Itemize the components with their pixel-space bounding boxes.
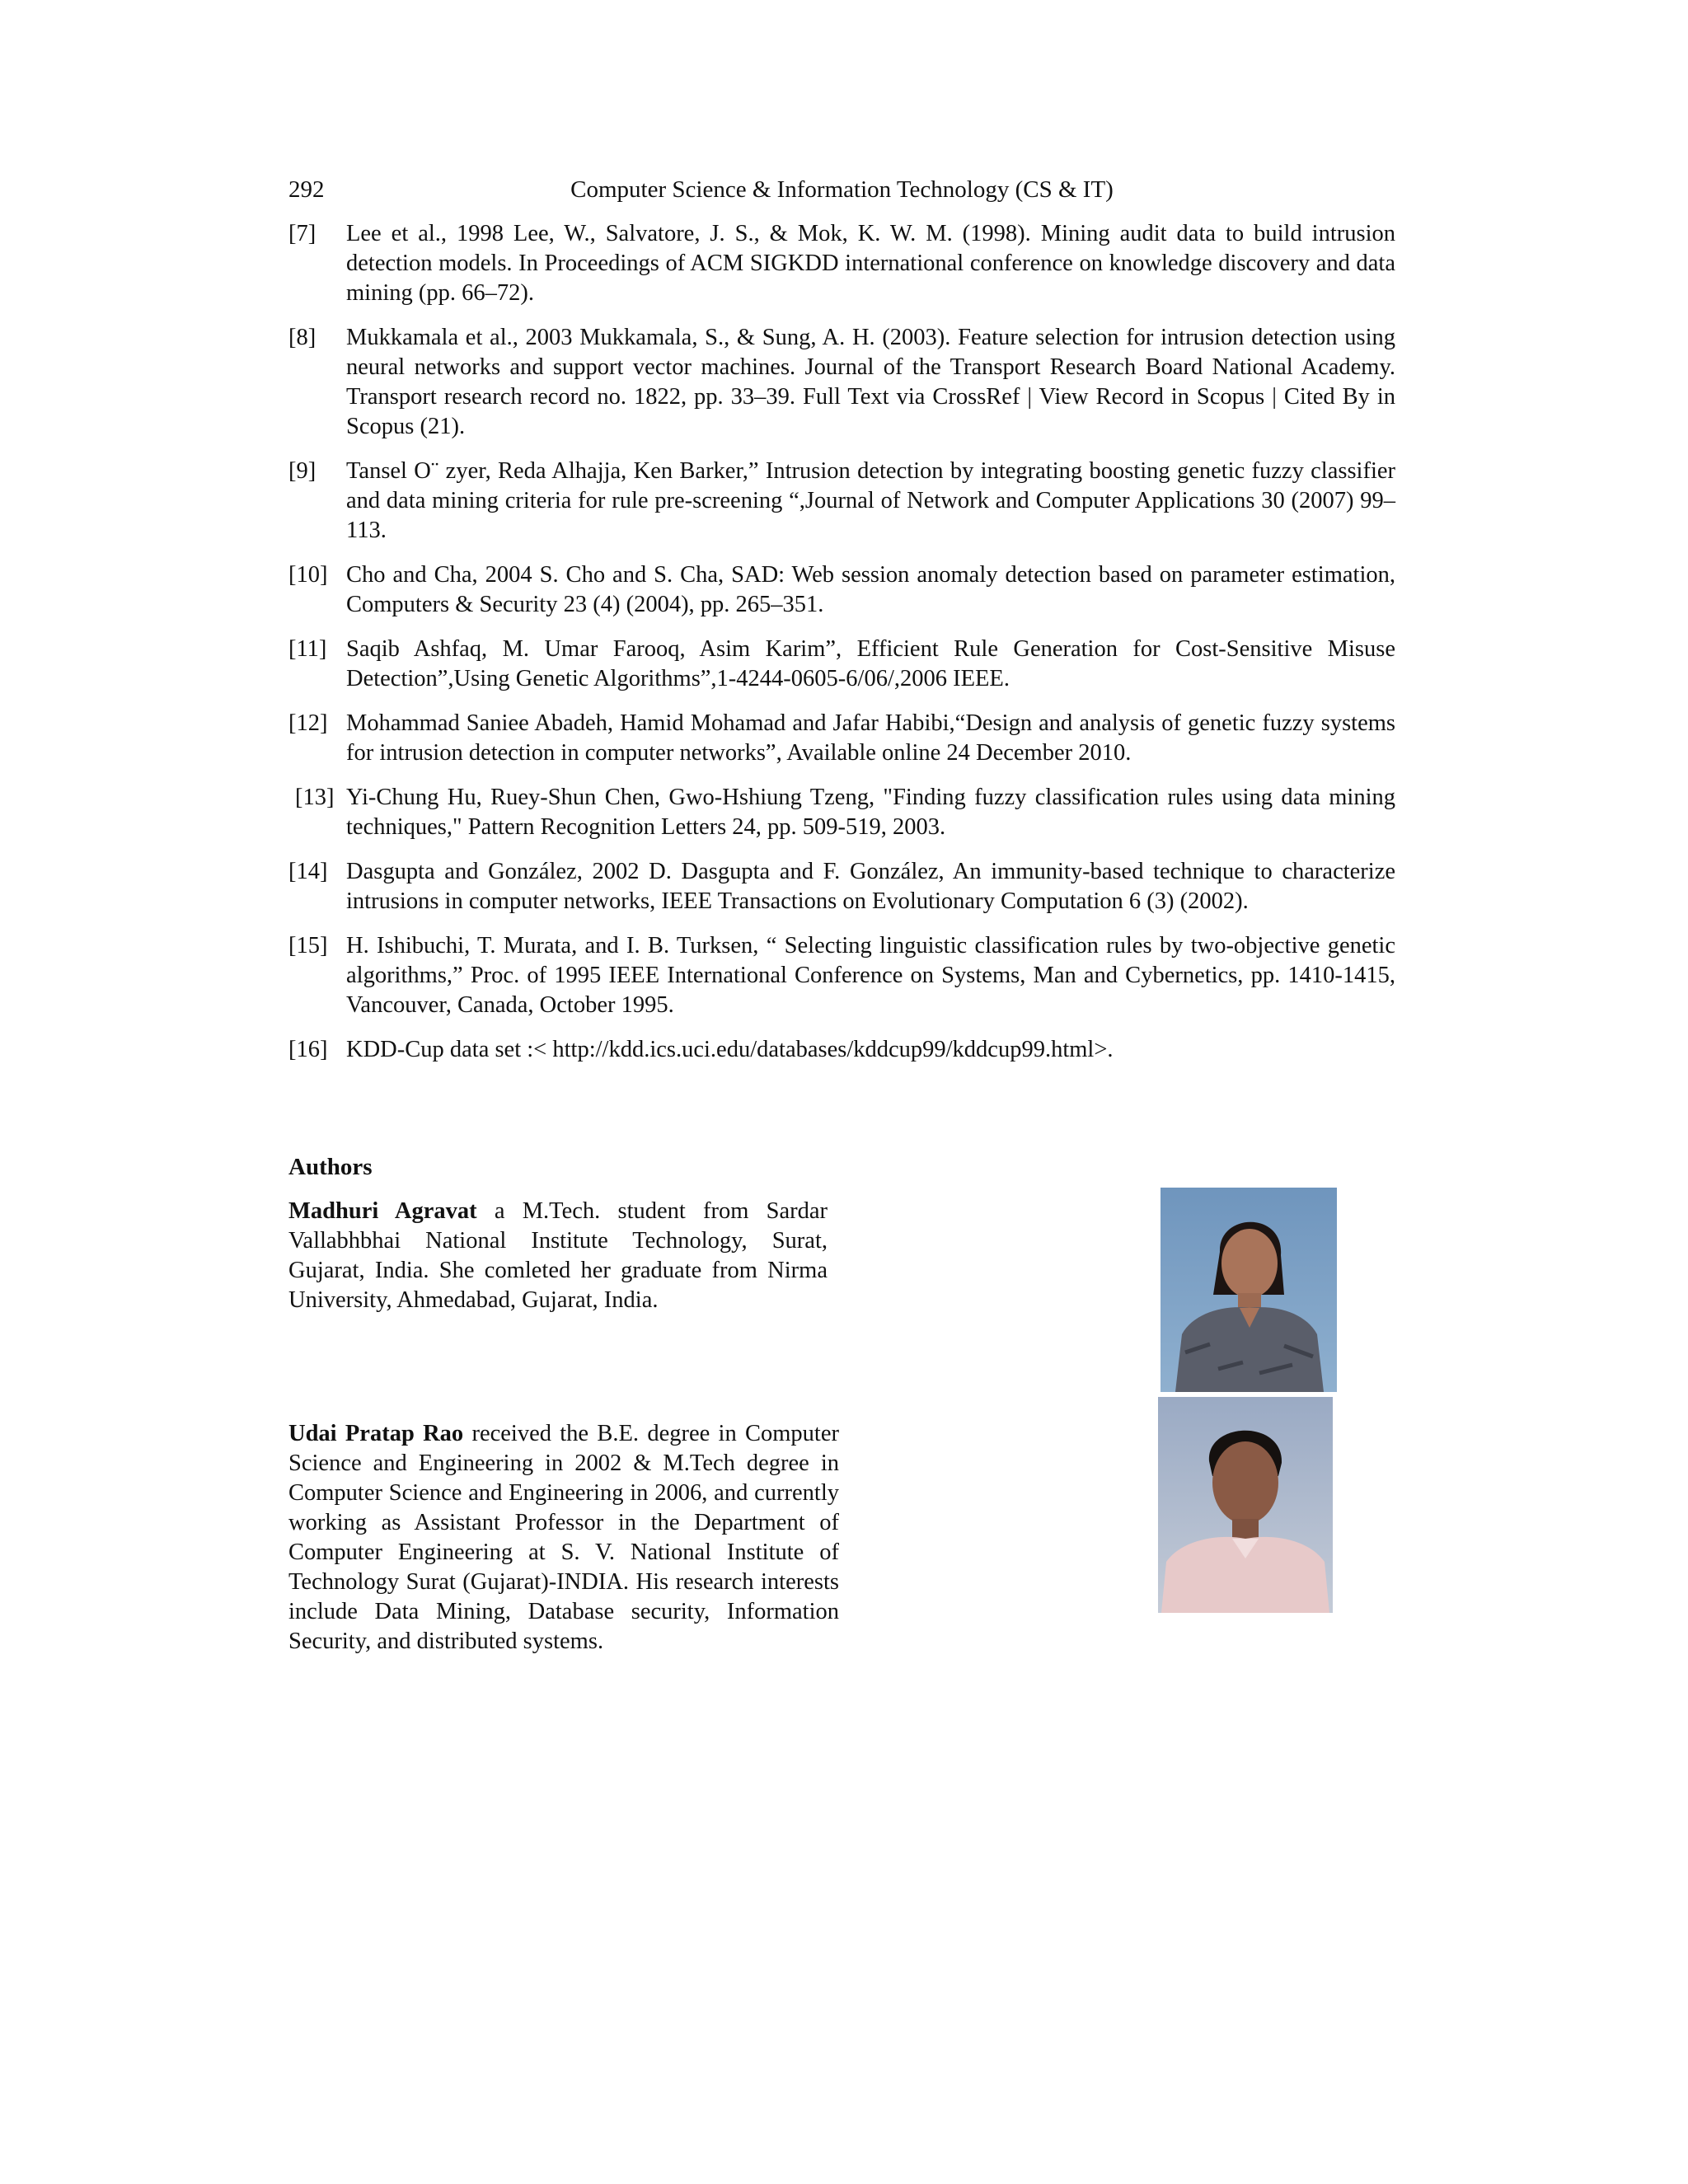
reference-text: KDD-Cup data set :< http://kdd.ics.uci.edu/databases/kddcup99/kddcup99.html>. <box>346 1037 1114 1062</box>
reference-item <box>288 323 1395 442</box>
author-name: Udai Pratap Rao <box>288 1421 464 1446</box>
reference-number: [14] <box>288 859 328 884</box>
author-photo <box>1158 1397 1333 1613</box>
author-bio <box>288 1197 828 1315</box>
reference-item <box>288 931 1395 1020</box>
reference-number: [12] <box>288 710 328 736</box>
reference-item <box>288 219 1395 308</box>
reference-number: [9] <box>288 458 316 484</box>
page-number: 292 <box>288 176 325 203</box>
reference-item <box>288 560 1395 620</box>
reference-text: Yi-Chung Hu, Ruey-Shun Chen, Gwo-Hshiung Tzeng, "Finding fuzzy classification rules using data mining techniques," Pattern Recognition Letters 24, pp. 509-519, 2003. <box>346 785 1395 840</box>
author-photo <box>1160 1188 1337 1392</box>
running-header <box>288 169 1395 210</box>
author-bio <box>288 1419 839 1657</box>
reference-text: Lee et al., 1998 Lee, W., Salvatore, J. S., & Mok, K. W. M. (1998). Mining audit data to build intrusion detection models. In Proceedings of ACM SIGKDD international conference on knowledge discovery and data mining (pp. 66–72). <box>346 221 1395 306</box>
author-photo-drawing <box>1160 1188 1337 1392</box>
reference-text: Mohammad Saniee Abadeh, Hamid Mohamad and Jafar Habibi,“Design and analysis of genetic fuzzy systems for intrusion detection in computer networks”, Available online 24 December 2010. <box>346 710 1395 766</box>
reference-text: Dasgupta and González, 2002 D. Dasgupta and F. González, An immunity-based technique to characterize intrusions in computer networks, IEEE Transactions on Evolutionary Computation 6 (3) (2002). <box>346 859 1395 914</box>
reference-text: H. Ishibuchi, T. Murata, and I. B. Turksen, “ Selecting linguistic classification rules by two-objective genetic algorithms,” Proc. of 1995 IEEE International Conference on Systems, Man and Cybernetics, pp. 1410-1415, Vancouver, Canada, October 1995. <box>346 933 1395 1018</box>
reference-list <box>288 219 1395 1080</box>
reference-number: [8] <box>288 325 316 350</box>
journal-title: Computer Science & Information Technology (CS & IT) <box>570 176 1114 203</box>
reference-text: Tansel O¨ zyer, Reda Alhajja, Ken Barker,” Intrusion detection by integrating boosting genetic fuzzy classifier and data mining criteria for rule pre-screening “,Journal of Network and Computer Applications 30 (2007) 99–113. <box>346 458 1395 543</box>
author-photo-drawing <box>1158 1397 1333 1613</box>
author-bio-text: a M.Tech. student from Sardar Vallabhbhai National Institute Technology, Surat, Gujarat, India. She comleted her graduate from Nirma University, Ahmedabad, Gujarat, India. <box>288 1198 828 1313</box>
reference-number: [16] <box>288 1037 328 1062</box>
reference-item <box>288 709 1395 768</box>
reference-number: [7] <box>288 221 316 246</box>
authors-heading: Authors <box>288 1154 373 1180</box>
reference-text: Saqib Ashfaq, M. Umar Farooq, Asim Karim”, Efficient Rule Generation for Cost-Sensitive Misuse Detection”,Using Genetic Algorithms”,1-4244-0605-6/06/,2006 IEEE. <box>346 636 1395 691</box>
reference-item <box>288 1035 1395 1065</box>
reference-number: [13] <box>295 785 335 810</box>
reference-text: Cho and Cha, 2004 S. Cho and S. Cha, SAD: Web session anomaly detection based on parameter estimation, Computers & Security 23 (4) (2004), pp. 265–351. <box>346 562 1395 617</box>
reference-item <box>288 635 1395 694</box>
reference-item <box>288 857 1395 916</box>
reference-number: [10] <box>288 562 328 588</box>
author-bio-text: received the B.E. degree in Computer Science and Engineering in 2002 & M.Tech degree in Computer Science and Engineering in 2006, and currently working as Assistant Professor in the Department of Computer Engineering at S. V. National Institute of Technology Surat (Gujarat)-INDIA. His research interests include Data Mining, Database security, Information Security, and distributed systems. <box>288 1421 839 1654</box>
reference-text: Mukkamala et al., 2003 Mukkamala, S., & Sung, A. H. (2003). Feature selection for intrusion detection using neural networks and support vector machines. Journal of the Transport Research Board National Academy. Transport research record no. 1822, pp. 33–39. Full Text via CrossRef | View Record in Scopus | Cited By in Scopus (21). <box>346 325 1395 439</box>
reference-number: [15] <box>288 933 328 958</box>
author-name: Madhuri Agravat <box>288 1198 477 1224</box>
reference-item <box>288 457 1395 546</box>
reference-item <box>288 783 1395 842</box>
reference-number: [11] <box>288 636 327 662</box>
